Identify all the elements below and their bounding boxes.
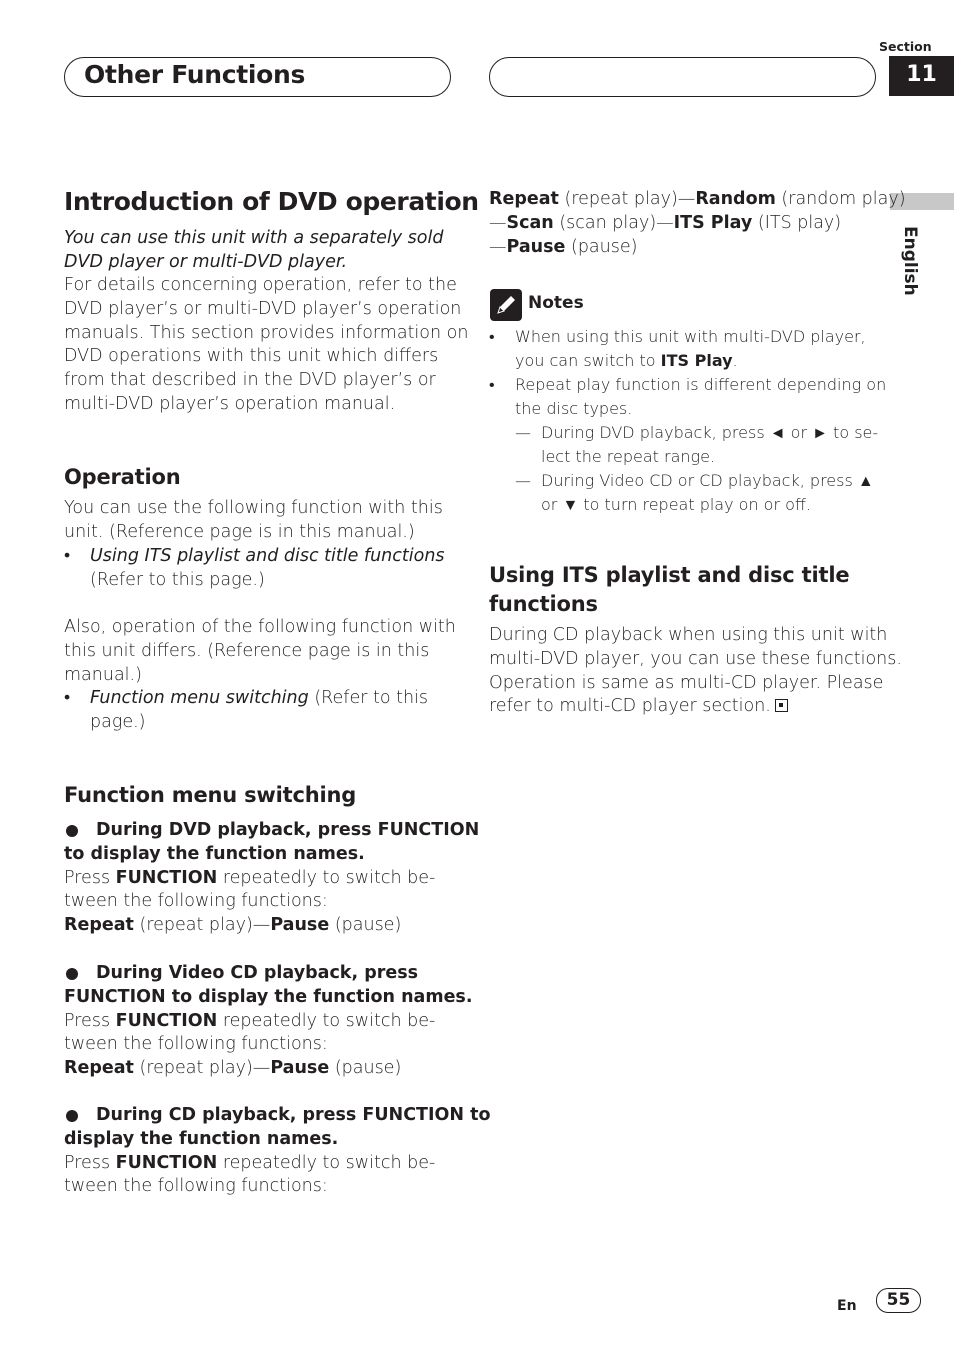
note-2-sub-1: — During DVD playback, press ◄ or ► to se- lect the repeat range. (515, 423, 879, 466)
step-dvd: During DVD playback, press FUNCTION to display the function names. Press FUNCTION repeatedly to switch be- tween the following functions: Repeat (repeat play)—Pause (pause) (64, 820, 480, 936)
section-label: Section (879, 39, 932, 54)
step-cd: During CD playback, press FUNCTION to display the function names. Press FUNCTION repeatedly to switch be- tween the following functions: (64, 1105, 491, 1197)
function-menu-title: Function menu switching (64, 783, 357, 807)
operation-title: Operation (64, 465, 181, 489)
operation-paragraph-2: Also, operation of the following function with this unit differs. (Reference page is in this manual.) (64, 617, 456, 685)
operation-bullet-2: • Function menu switching (Refer to this page.) (64, 688, 429, 732)
intro-italic: You can use this unit with a separately sold DVD player or multi-DVD player. (64, 228, 444, 272)
its-playlist-body: During CD playback when using this unit with multi-DVD player, you can use these functions. Operation is same as multi-CD player. Please refer to multi-CD player section. (489, 625, 902, 717)
page-header-title: Other Functions (84, 60, 306, 89)
note-2: • Repeat play function is different depending on the disc types. (489, 375, 887, 418)
page-number: 55 (876, 1288, 921, 1313)
note-1: • When using this unit with multi-DVD player, you can switch to ITS Play. (489, 327, 866, 370)
intro-title: Introduction of DVD operation (64, 187, 479, 216)
its-playlist-title: Using ITS playlist and disc title functions (489, 563, 850, 616)
notes-label: Notes (528, 293, 584, 313)
section-end-icon (775, 699, 788, 712)
operation-paragraph-1: You can use the following function with this unit. (Reference page is in this manual.) (64, 498, 443, 542)
section-number: 11 (889, 56, 954, 96)
header-blank-frame (489, 57, 876, 97)
intro-body: For details concerning operation, refer to the DVD player’s or multi-DVD player’s operation manuals. This section provides information on DVD operations with this unit which differs from that described in the DVD player’s or multi-DVD player’s operation manual. (64, 275, 469, 414)
language-side-label: English (900, 226, 920, 296)
notes-pencil-icon (490, 289, 522, 321)
cd-function-list: Repeat (repeat play)—Random (random play) —Scan (scan play)—ITS Play (ITS play) —Pause (pause) (489, 189, 906, 257)
footer-language: En (837, 1298, 857, 1314)
note-2-sub-2: — During Video CD or CD playback, press ▲ or ▼ to turn repeat play on or off. (515, 471, 874, 514)
operation-bullet-1: • Using ITS playlist and disc title functions (Refer to this page.) (64, 546, 445, 590)
step-video-cd: During Video CD playback, press FUNCTION to display the function names. Press FUNCTION repeatedly to switch be- tween the following functions: Repeat (repeat play)—Pause (pause) (64, 963, 473, 1079)
